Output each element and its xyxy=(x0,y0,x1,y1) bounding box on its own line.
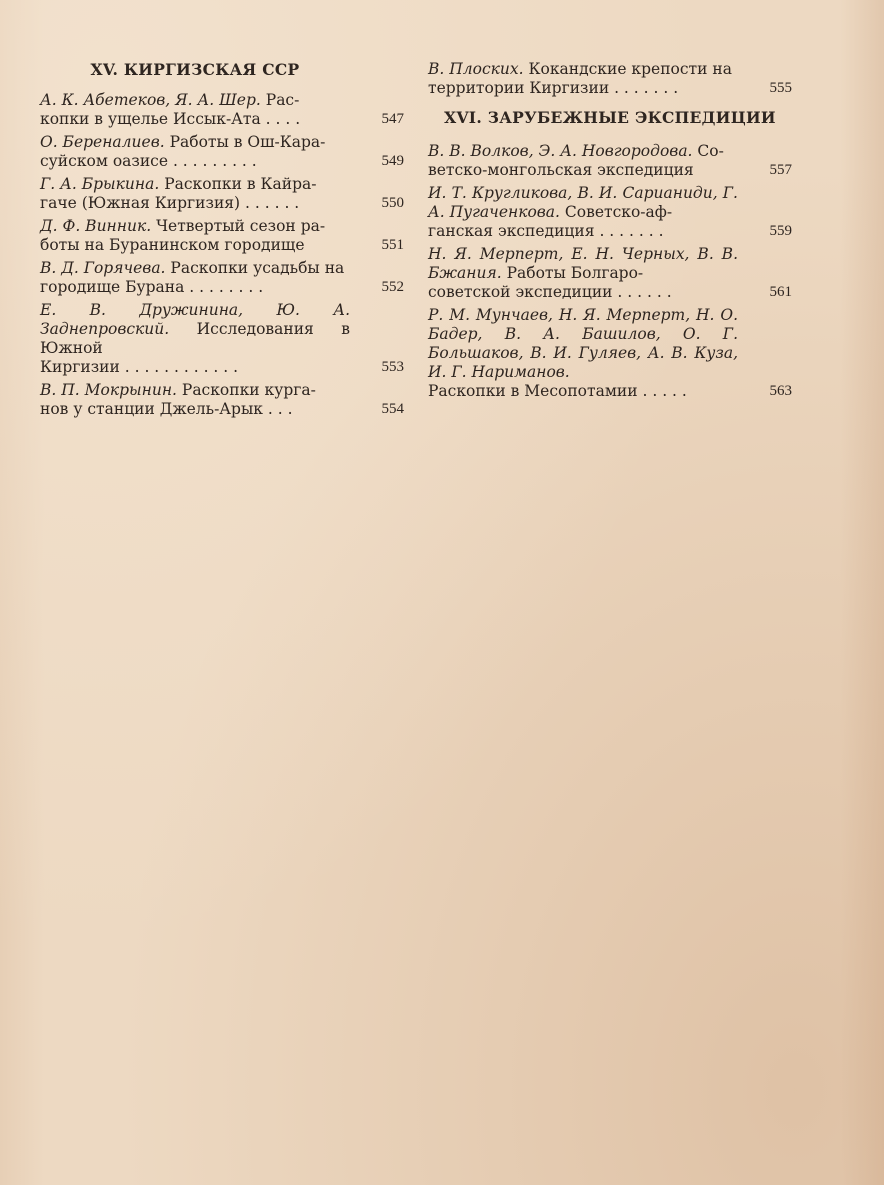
toc-entry xyxy=(428,184,792,241)
entry-text xyxy=(40,133,350,171)
entry-page-number: 550 xyxy=(381,195,404,211)
toc-entry xyxy=(40,259,404,297)
entry-title-line-1: Рас- xyxy=(265,91,300,109)
entry-text xyxy=(40,259,350,297)
right-column xyxy=(428,60,792,405)
toc-entry xyxy=(40,381,404,419)
entry-text xyxy=(40,381,350,419)
toc-entry xyxy=(40,175,404,213)
entry-authors: Е. В. Дружинина, Ю. А. Заднепровский. xyxy=(40,301,350,338)
entry-text xyxy=(428,306,738,401)
entry-authors: Д. Ф. Винник. xyxy=(40,217,152,235)
entry-title-line-2: ганская экспедиция . . . . . . . xyxy=(428,222,664,240)
entry-authors: О. Береналиев. xyxy=(40,133,165,151)
entry-title-line-1: Раскопки в Месопотамии . . . . . xyxy=(428,382,687,400)
entry-authors: В. П. Мокрынин. xyxy=(40,381,177,399)
entry-page-number: 554 xyxy=(381,401,404,417)
entry-authors: Г. А. Брыкина. xyxy=(40,175,160,193)
entry-page-number: 547 xyxy=(381,111,404,127)
entry-text xyxy=(428,60,738,98)
entry-page-number: 557 xyxy=(769,162,792,178)
entry-authors: А. К. Абетеков, Я. А. Шер. xyxy=(40,91,261,109)
toc-entry xyxy=(40,91,404,129)
entry-authors: И. Т. Кругликова, В. И. Сарианиди, Г. А. Пугаченкова. xyxy=(428,184,738,221)
entry-title-line-1: Со- xyxy=(697,142,724,160)
entry-page-number: 559 xyxy=(769,223,792,239)
entry-title-line-1: Четвертый сезон ра- xyxy=(156,217,326,235)
entry-title-line-2: территории Киргизии . . . . . . . xyxy=(428,79,679,97)
entry-title-line-2: советской экспедиции . . . . . . xyxy=(428,283,672,301)
entry-title-line-1: Работы Болгаро- xyxy=(506,264,644,282)
entry-text xyxy=(428,245,738,302)
entry-page-number: 555 xyxy=(769,80,792,96)
entry-authors: В. В. Волков, Э. А. Новгородова. xyxy=(428,142,693,160)
toc-entry xyxy=(40,301,404,377)
entry-title-line-1: Раскопки в Кайра- xyxy=(164,175,317,193)
entry-title-line-2: боты на Буранинском городище xyxy=(40,236,305,254)
entry-text xyxy=(428,184,738,241)
entry-page-number: 561 xyxy=(769,284,792,300)
toc-entry xyxy=(40,217,404,255)
entry-title-line-2: ветско-монгольская экспедиция xyxy=(428,161,694,179)
entry-title-line-1: Работы в Ош-Кара- xyxy=(169,133,326,151)
entry-title-line-2: нов у станции Джель-Арык . . . xyxy=(40,400,293,418)
entry-authors: Н. Я. Мерперт, Е. Н. Черных, В. В. Бжания. xyxy=(428,245,738,282)
toc-entry xyxy=(428,245,792,302)
entry-page-number: 549 xyxy=(381,153,404,169)
entry-title-line-1: Советско-аф- xyxy=(564,203,673,221)
entry-authors: Р. М. Мунчаев, Н. Я. Мерперт, Н. О. Бадер, В. А. Башилов, О. Г. Большаков, В. И. Гуляев, А. В. Куза, И. Г. Нариманов. xyxy=(428,306,738,381)
entry-text xyxy=(40,91,350,129)
entry-title-line-2: гаче (Южная Киргизия) . . . . . . xyxy=(40,194,300,212)
entry-title-line-2: городище Бурана . . . . . . . . xyxy=(40,278,264,296)
toc-entry-carryover xyxy=(428,60,792,98)
entry-title-line-1: Исследования в Южной xyxy=(40,320,350,357)
entry-title-line-2: Киргизии . . . . . . . . . . . . xyxy=(40,358,239,376)
toc-entry xyxy=(428,142,792,180)
entry-title-line-2: суйском оазисе . . . . . . . . . xyxy=(40,152,257,170)
entry-text xyxy=(40,175,350,213)
entry-title-line-1: Раскопки усадьбы на xyxy=(170,259,345,277)
entry-title-line-1: Раскопки курга- xyxy=(181,381,316,399)
entry-text xyxy=(428,142,738,180)
section-heading-16: XVI. ЗАРУБЕЖНЫЕ ЭКСПЕДИЦИИ xyxy=(444,108,776,127)
entry-page-number: 563 xyxy=(769,383,792,399)
entry-authors: В. Д. Горячева. xyxy=(40,259,166,277)
entry-page-number: 553 xyxy=(381,359,404,375)
entry-title-line-2: копки в ущелье Иссык-Ата . . . . xyxy=(40,110,301,128)
toc-entry xyxy=(428,306,792,401)
left-column xyxy=(40,60,404,423)
entry-text xyxy=(40,217,350,255)
section-heading-15: XV. КИРГИЗСКАЯ ССР xyxy=(90,60,300,79)
entry-page-number: 551 xyxy=(381,237,404,253)
entry-title-line-1: Кокандские крепости на xyxy=(528,60,732,78)
entry-page-number: 552 xyxy=(381,279,404,295)
entry-authors: В. Плоских. xyxy=(428,60,524,78)
entry-text xyxy=(40,301,350,377)
toc-entry xyxy=(40,133,404,171)
